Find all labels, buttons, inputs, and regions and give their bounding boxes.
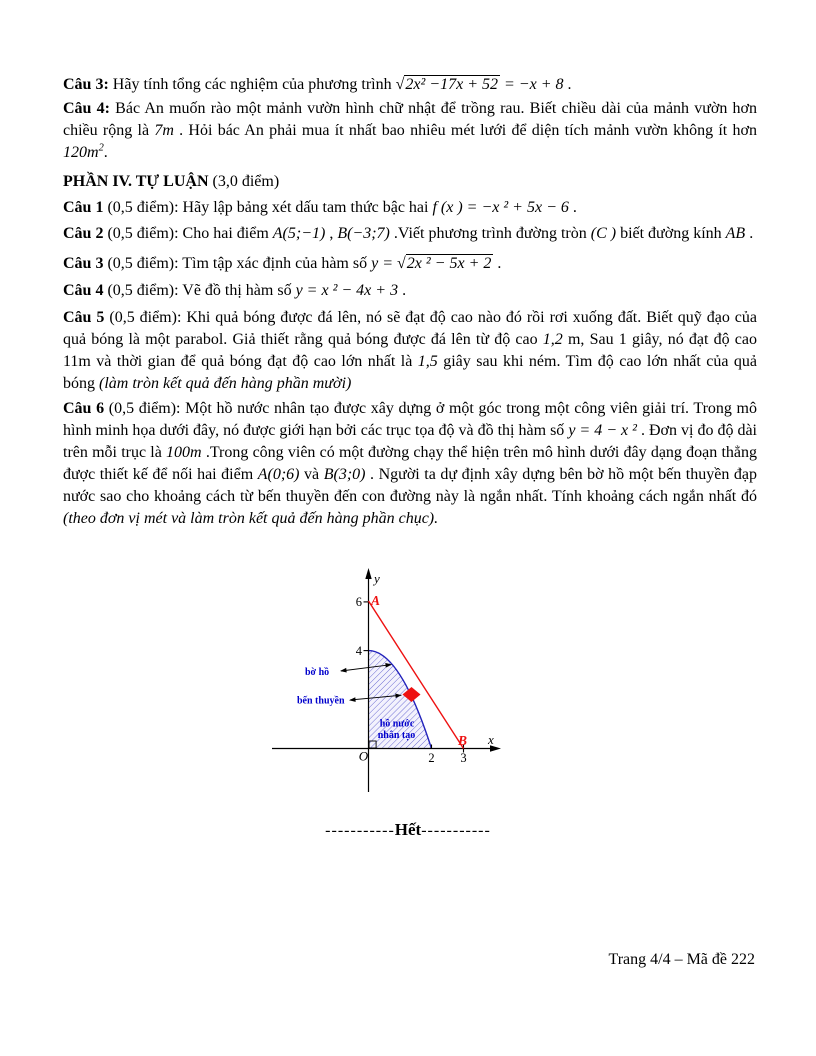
end-marker-dashes-right: -----------	[421, 822, 491, 839]
y-tick-label-4: 4	[355, 644, 362, 658]
cau3-part3-question: Câu 3: Hãy tính tổng các nghiệm của phương trình √2x² −17x + 52 = −x + 8 .	[63, 76, 572, 93]
cau4-essay-question: Câu 4 (0,5 điểm): Vẽ đồ thị hàm số y = x ² − 4x + 3 .	[63, 282, 407, 299]
cau2-essay-question: Câu 2 (0,5 điểm): Cho hai điểm A(5;−1) , B(−3;7) .Viết phương trình đường tròn (C ) biết đường kính AB .	[63, 225, 754, 242]
end-marker	[0, 820, 816, 840]
point-a-label: A	[371, 593, 381, 608]
x-tick-label-3: 3	[460, 751, 467, 765]
dock-label: bến thuyền	[297, 695, 345, 707]
end-marker-dashes-left: -----------	[325, 822, 395, 839]
cau3-essay-question: Câu 3 (0,5 điểm): Tìm tập xác định của hàm số y = √2x ² − 5x + 2 .	[63, 255, 502, 272]
cau6-essay-question: Câu 6 (0,5 điểm): Một hồ nước nhân tạo được xây dựng ở một góc trong một công viên giải trí. Trong mô hình minh họa dưới đây, nó được giới hạn bởi các trục tọa độ và đồ thị hàm số y = 4 − x ² . Đơn vị đo độ dài trên mỗi trục là 100m .Trong công viên có một đường chạy thể hiện trên mô hình dưới đây dạng đoạn thẳng được thiết kế để nối hai điểm A(0;6) và B(3;0) . Người ta dự định xây dựng bên bờ hồ một bến thuyền đạp nước sao cho khoảng cách từ bến thuyền đến con đường này là ngắn nhất. Tính khoảng cách ngắn nhất đó (theo đơn vị mét và làm tròn kết quả đến hàng phần chục).	[63, 400, 758, 527]
page-footer: Trang 4/4 – Mã đề 222	[608, 951, 755, 968]
figure-lake-graph	[270, 563, 520, 803]
y-tick-label-6: 6	[355, 595, 362, 609]
shore-label: bờ hồ	[305, 667, 330, 678]
x-axis-label: x	[488, 732, 494, 747]
exam-body	[63, 74, 757, 530]
point-b-label: B	[458, 733, 468, 748]
x-tick-label-2: 2	[428, 751, 435, 765]
section-heading-phan4: PHẦN IV. TỰ LUẬN (3,0 điểm)	[63, 173, 280, 190]
lake-label-line1: hồ nước	[379, 718, 415, 730]
end-marker-word: Hết	[394, 820, 422, 839]
cau4-part3-question: Câu 4: Bác An muốn rào một mảnh vườn hình chữ nhật để trồng rau. Biết chiều dài của mảnh vườn hơn chiều rộng là 7m . Hỏi bác An phải mua ít nhất bao nhiêu mét lưới để diện tích mảnh vườn không ít hơn $120m^2$.	[63, 100, 758, 161]
y-axis-arrow-icon	[365, 568, 371, 579]
cau1-essay-question: Câu 1 (0,5 điểm): Hãy lập bảng xét dấu tam thức bậc hai f (x ) = −x ² + 5x − 6 .	[63, 199, 577, 216]
y-axis-label: y	[374, 571, 380, 586]
cau5-essay-question: Câu 5 (0,5 điểm): Khi quả bóng được đá lên, nó sẽ đạt độ cao nào đó rồi rơi xuống đất. Biết quỹ đạo của quả bóng là một parabol. Giả thiết rằng quả bóng được đá lên từ độ cao 1,2 m, Sau 1 giây, nó đạt độ cao 11m và thời gian để quả bóng đạt độ cao lớn nhất là 1,5 giây sau khi ném. Tìm độ cao lớn nhất của quả bóng (làm tròn kết quả đến hàng phần mười)	[63, 309, 758, 392]
lake-label-line2: nhân tạo	[377, 730, 416, 741]
origin-label: O	[358, 748, 369, 764]
